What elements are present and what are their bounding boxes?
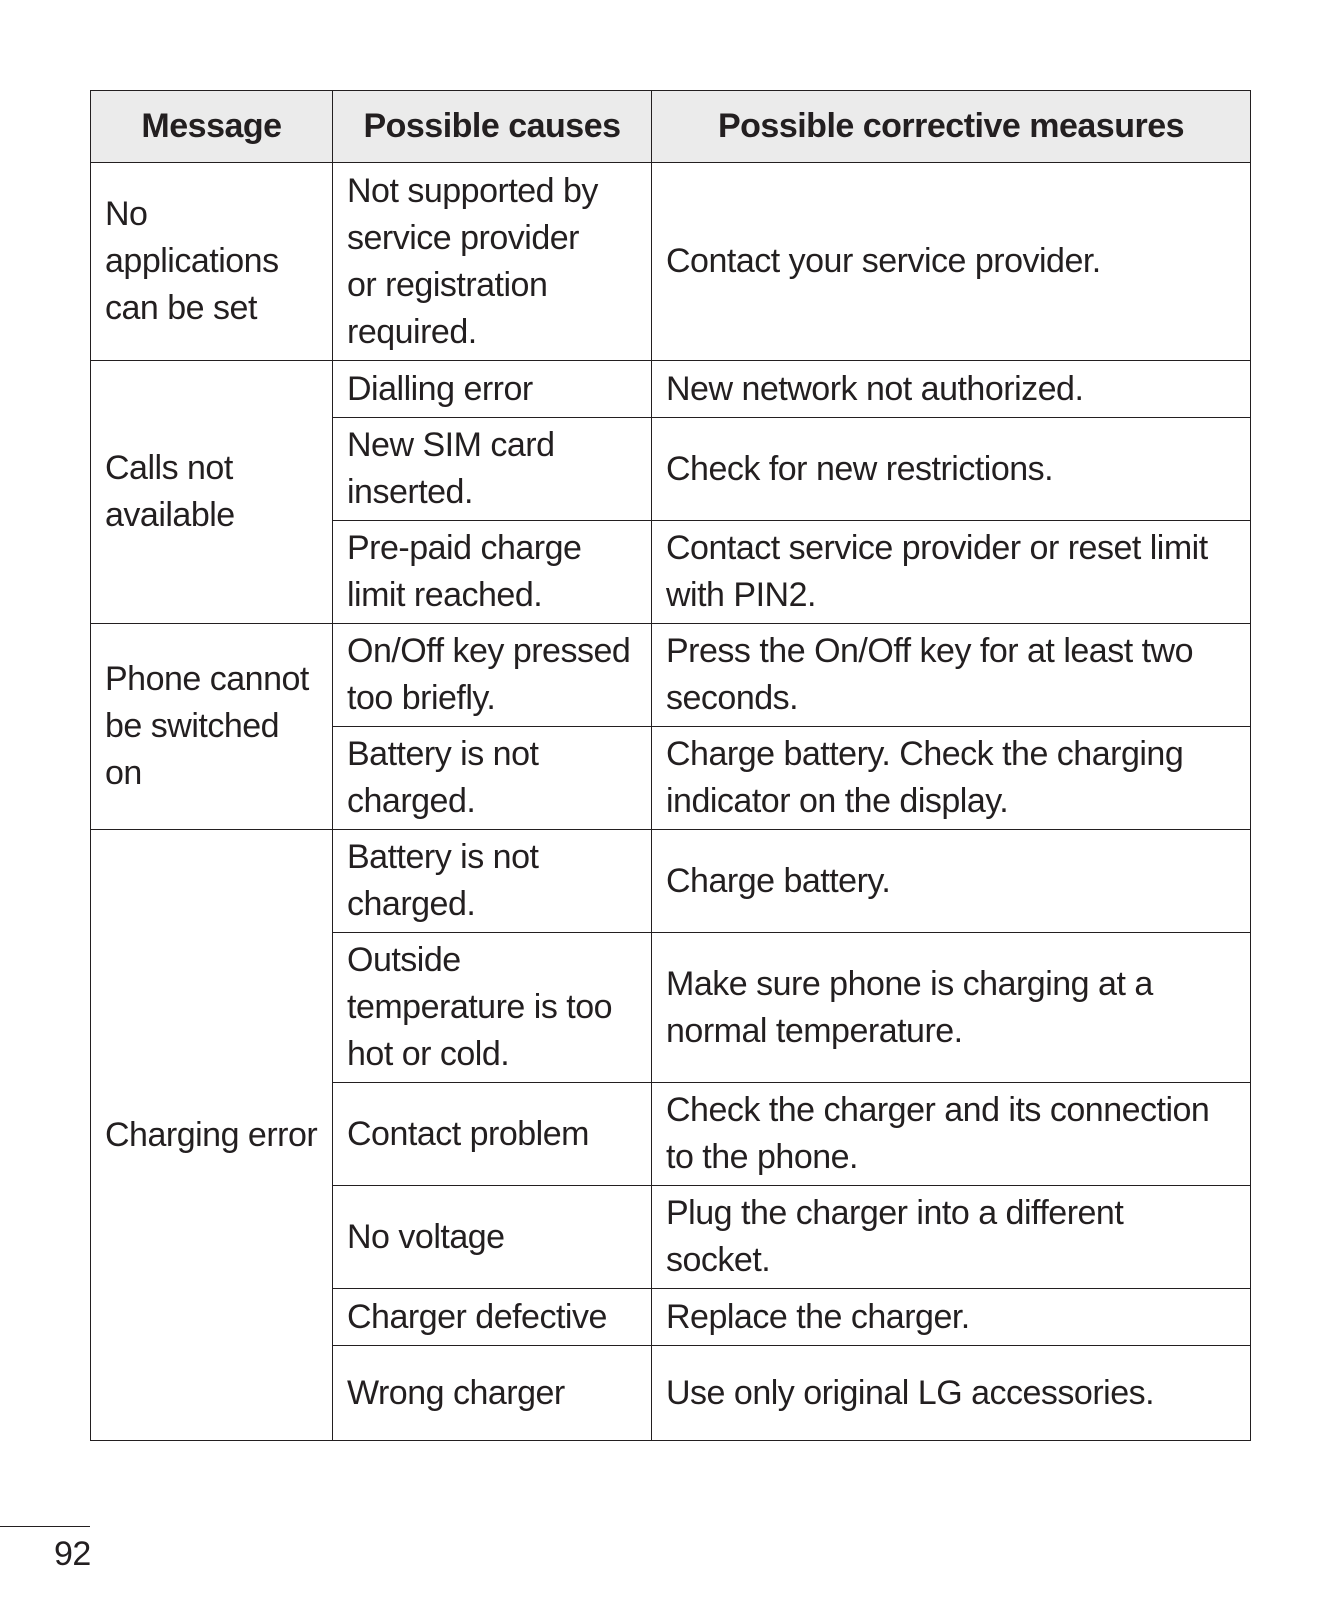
cause-cell: New SIM card inserted.	[333, 418, 652, 521]
cause-cell: Pre-paid charge limit reached.	[333, 521, 652, 624]
measure-cell: Make sure phone is charging at a normal temperature.	[652, 933, 1251, 1083]
measure-cell: Contact service provider or reset limit with PIN2.	[652, 521, 1251, 624]
message-cell: Phone cannot be switched on	[91, 624, 333, 830]
cause-cell: Wrong charger	[333, 1346, 652, 1441]
page-number-rule	[0, 1526, 90, 1527]
cause-cell: Contact problem	[333, 1083, 652, 1186]
cause-cell: Battery is not charged.	[333, 830, 652, 933]
measure-cell: Check for new restrictions.	[652, 418, 1251, 521]
troubleshooting-table	[90, 90, 1251, 1441]
measure-cell: Replace the charger.	[652, 1289, 1251, 1346]
cause-cell: Battery is not charged.	[333, 727, 652, 830]
cause-cell: Charger defective	[333, 1289, 652, 1346]
header-message: Message	[91, 91, 333, 163]
page-number: 92	[54, 1535, 91, 1573]
table-row	[91, 830, 1251, 933]
measure-cell: Plug the charger into a different socket.	[652, 1186, 1251, 1289]
measure-cell: Contact your service provider.	[652, 163, 1251, 361]
table-row	[91, 624, 1251, 727]
header-corrective-measures: Possible corrective measures	[652, 91, 1251, 163]
table-row	[91, 361, 1251, 418]
cause-cell: On/Off key pressed too briefly.	[333, 624, 652, 727]
measure-cell: New network not authorized.	[652, 361, 1251, 418]
measure-cell: Press the On/Off key for at least two seconds.	[652, 624, 1251, 727]
message-cell: Calls not available	[91, 361, 333, 624]
measure-cell: Charge battery.	[652, 830, 1251, 933]
table-row	[91, 163, 1251, 361]
header-possible-causes: Possible causes	[333, 91, 652, 163]
cause-cell: No voltage	[333, 1186, 652, 1289]
cause-cell: Dialling error	[333, 361, 652, 418]
measure-cell: Use only original LG accessories.	[652, 1346, 1251, 1441]
table-header-row	[91, 91, 1251, 163]
measure-cell: Charge battery. Check the charging indicator on the display.	[652, 727, 1251, 830]
cause-cell: Outside temperature is too hot or cold.	[333, 933, 652, 1083]
message-cell: No applications can be set	[91, 163, 333, 361]
cause-cell: Not supported by service provider or registration required.	[333, 163, 652, 361]
message-cell: Charging error	[91, 830, 333, 1441]
measure-cell: Check the charger and its connection to the phone.	[652, 1083, 1251, 1186]
